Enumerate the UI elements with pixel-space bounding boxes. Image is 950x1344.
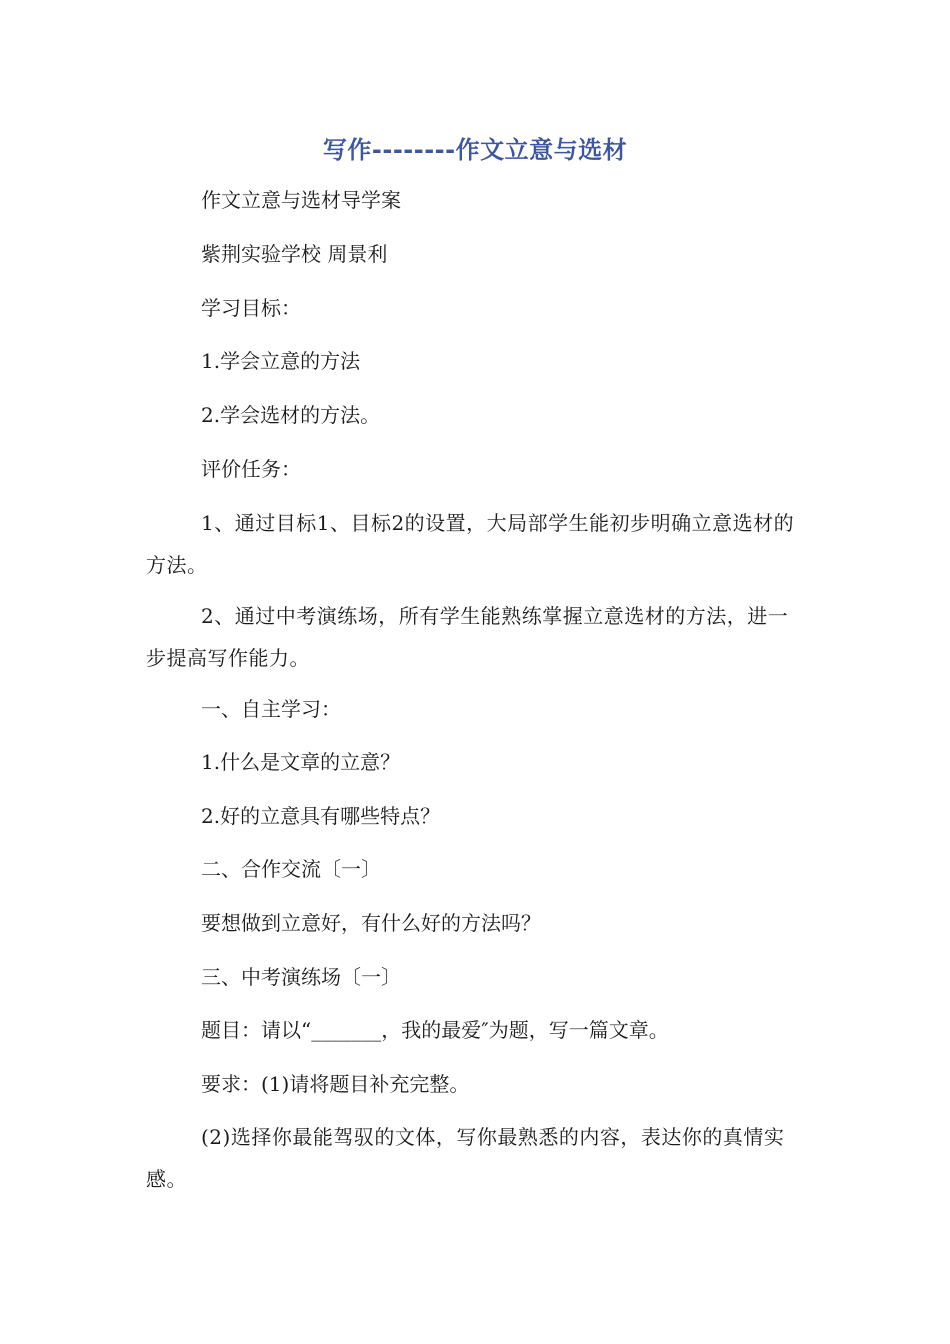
subtitle-line: 作文立意与选材导学案 <box>201 188 401 212</box>
task-paragraph-2: 2、通过中考演练场，所有学生能熟练掌握立意选材的方法，进一步提高写作能力。 <box>146 604 789 670</box>
task-paragraph-1: 1、通过目标1、目标2的设置，大局部学生能初步明确立意选材的方法。 <box>146 511 795 577</box>
requirement-item-1: 要求：(1)请将题目补充完整。 <box>201 1072 470 1096</box>
section-heading-self-study: 一、自主学习： <box>201 697 341 721</box>
goal-item-2: 2.学会选材的方法。 <box>201 403 381 427</box>
document-title: 写作--------作文立意与选材 <box>322 136 628 164</box>
essay-prompt: 题目：请以“_______，我的最爱″为题，写一篇文章。 <box>201 1018 669 1042</box>
section-heading-tasks: 评价任务： <box>201 457 301 481</box>
question-item-2: 2.好的立意具有哪些特点？ <box>201 804 441 828</box>
section-heading-cooperation: 二、合作交流〔一〕 <box>201 857 381 881</box>
cooperation-question: 要想做到立意好，有什么好的方法吗？ <box>201 911 541 935</box>
section-heading-goals: 学习目标： <box>201 296 301 320</box>
question-item-1: 1.什么是文章的立意？ <box>201 750 401 774</box>
requirement-paragraph-2: (2)选择你最能驾驭的文体，写你最熟悉的内容，表达你的真情实感。 <box>146 1125 785 1191</box>
author-line: 紫荆实验学校 周景利 <box>201 242 388 266</box>
section-heading-practice: 三、中考演练场〔一〕 <box>201 965 401 989</box>
goal-item-1: 1.学会立意的方法 <box>201 349 361 373</box>
